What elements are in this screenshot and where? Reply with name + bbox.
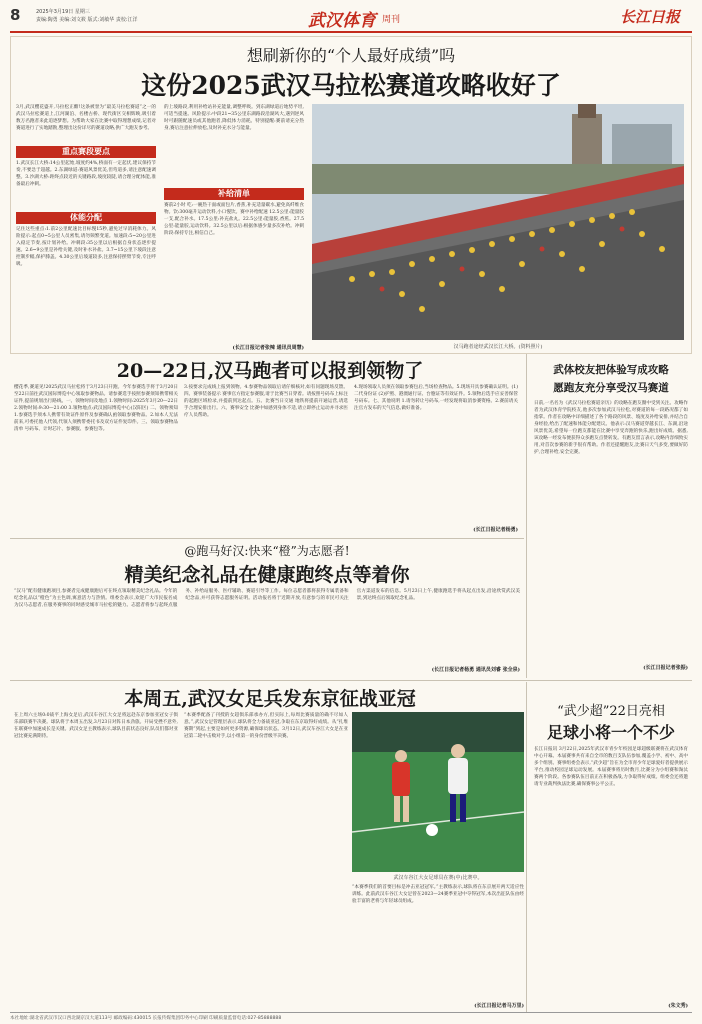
- box1-title: 重点赛段要点: [16, 146, 156, 158]
- sec3-kicker: @跑马好汉:快来“橙”为志愿者!: [184, 544, 350, 558]
- sec2-title: 20—22日,汉马跑者可以报到领物了: [116, 360, 424, 382]
- sec2-col1: 樱花季,赛道见!2025武汉马拉松将于3月23日开跑。今年参赛选手将于3月20日至22日前往武汉国际博览中心领取参赛物品。请参赛选手按照参赛须知携带相关证件,提前规划出行路线。一、领物时间及地点 1.领物时间:2025年3月20—22日 2.领物时间:9:30—21:00 3.领物地点:武汉国际博览中心(汉阳区) 二、领物须知 1.参赛选手须本人携带有效证件原件及参赛确认函领取参赛物品。2.如本人无法前来,可委托他人代领,代领人须携带委托书及双方证件复印件。三、领取参赛物品清单 号码布、计时芯片、参赛服、参赛包等。: [14, 385, 178, 432]
- side-divider: [526, 354, 527, 678]
- sec3-body: “汉马”配有健康跑项目,参赛者完成健康跑后可在终点领取精美纪念礼品。今年的纪念礼品以“橙色”为主色调,寓意活力与热情。组委会表示,欢迎广大市民报名成为汉马志愿者,在服务赛事的同时感受城市马拉松的魅力。志愿者将参与起终点服务、补给站服务、医疗辅助、赛道引导等工作。每位志愿者都将获得专属装备和纪念品,并可获得志愿服务证明。活动报名将于近期开放,有意参与的市民可关注官方渠道发布的信息。5月23日上午,健康跑选手将从起点出发,沿途欣赏武汉美景,到达终点后领取纪念礼品。: [14, 589, 520, 608]
- paper-logo: 长江日报: [620, 8, 681, 26]
- footer-text: 本社地址:湖北省武汉市汉口西北湖京汉大道113号 邮政编码:430015 长报传媒集团印务中心印刷 印刷质量监督电话:027-85888888: [10, 1016, 282, 1021]
- sec4-col2: “本赛季配备了刊授的女超俱乐部承办方,但实际上,每周比赛质量的确不尽如人意。”,武汉女足管理层表示,球队将全力备战亚冠,争取在东京取得好成绩。从“扎堆赛期”到起,主要是如何更多资源,确保球员状态。3月12日,武汉车谷江大女足在亚冠第二轮中击败对手,以小组第一的身份晋级半决赛。: [184, 713, 348, 739]
- side1-title: 武体校友把体验写成攻略: [553, 364, 669, 376]
- side1-title2: 愿跑友充分享受汉马赛道: [553, 382, 669, 394]
- lead-intro: 3月,武汉樱花盛开,马拉松正酣!这条被誉为“最美马拉松赛道”之一的武汉马拉松赛道上,江河湖泊、名楼古桥、现代街区交相辉映,吸引着数万名跑者来此追逐梦想。为帮助大家在比赛中取得理想成绩,记者对赛道进行了实地踏勘,整理出这份详尽的赛道攻略,供广大跑友参考。: [16, 105, 156, 131]
- sec4-col1: 在上周六主场0:0战平上海女足后,武汉车谷江大女足将远赴东京参加亚冠女子俱乐部联赛半决赛。球队将于本周五出发,3月23日对阵日本劲旅。开局受挫不意外,在联赛中加速成长是关键。武汉女足主教练表示,球队目前状态良好,队员们都对亚冠比赛充满期待。: [14, 713, 178, 739]
- sec3-title: 精美纪念礼品在健康跑终点等着你: [124, 564, 410, 586]
- lead-col2-text: 的上坡路段,利用补给站补充能量,调整呼吸。到东湖绿道后地势平坦,可适当提速。风险提示:中段21~35公里东湖路段沿湖风大,遇到逆风时可跟随配速员或其他跑者,降低体力消耗。特别提醒:赛前请充分热身,赛后注意拉伸放松,及时补充水分与能量。: [164, 105, 304, 131]
- sec4-rule: [10, 680, 692, 681]
- sec5-title: 足球小将一个不少: [546, 723, 675, 742]
- lead-photo-caption: 汉马跑者途经武汉长江大桥。(资料照片): [453, 344, 543, 350]
- section-suffix: 周刊: [382, 15, 401, 25]
- sec5-body: 长江日报讯 3月22日,2025年武汉市青少年校园足球超级联赛将在武汉体育中心开幕。本届赛事共有来自全市的数百支队伍参加,覆盖小学、初中、高中多个组别。赛事组委会表示,“武少超”旨在为全市青少年足球爱好者提供展示平台,推动校园足球运动发展。本届赛事将历时数月,比赛分为小组赛和淘汰赛两个阶段。各参赛队伍目前正在积极备战,力争取得好成绩。组委会还将邀请专业裁判执法比赛,确保赛事公平公正。: [534, 747, 688, 787]
- date-line: 2025年3月19日 星期三: [36, 9, 90, 15]
- side1-body: 日前,一名名为《武汉马拉松赛道亲历》的攻略在跑友圈中受到关注。攻略作者为武汉体育学院校友,他多次参加武汉马拉松,对赛道的每一段路况都了如指掌。作者在攻略中详细描述了各个路段的风景、坡度及补给安排,并结合自身经验,给出了配速和体能分配建议。他表示:汉马赛道穿越长江、东湖,沿途风景优美,希望每一位跑友都能在比赛中享受奔跑的快乐,跑出好成绩。据悉,该攻略一经发布便获得众多跑友点赞转发。有跑友留言表示,攻略内容细致实用,对首次参赛的新手很有帮助。作者还提醒跑友,比赛日天气多变,要做好防护,合理补给,安全完赛。: [534, 401, 688, 455]
- lead-credit: (长江日报记者张辣 通讯员周慧): [232, 345, 304, 351]
- sec3-rule: [10, 538, 524, 539]
- header-rule: [10, 31, 692, 33]
- lead-title: 这份2025武汉马拉松赛道攻略收好了: [141, 71, 561, 100]
- sec2-col3: 4.现场领取人员须在领取参赛包后,当场检查物品。5.现场开具参赛确认证明。(1)二代身份证 (2)护照、港澳通行证、台胞证等有效证件。5.领物后选手应妥善保管号码布。七、其他说明 1.请勿转让号码布,一经发现将取消参赛资格。2.赛前请关注官方发布的天气信息,做好准备。: [354, 385, 518, 411]
- section-title: 武汉体育: [308, 11, 376, 31]
- sec5-divider: [526, 682, 527, 1012]
- soccer-photo: [352, 712, 524, 872]
- marathon-bridge-photo: [312, 104, 684, 340]
- box3-text: 赛前2小时 吃:一碗热干面或面包片,香蕉,补充适量碳水,避免高纤维食物。饮:300毫升运动饮料,小口慢饮。赛中补给配速 12.5公里:能量胶一支,配合补水。17.5公里:补充盐丸。22.5公里:能量胶,香蕉。27.5公里:能量胶,运动饮料。32.5公里以后:根据体感少量多次补给。冲刺阶段:保持专注,相信自己。: [164, 203, 304, 236]
- box1-text: 1.武汉长江大桥:14公里起始,坡度约4%,桥面有一定起伏,建议保持节奏,不要急于超越。2.东湖绿道:赛道风景优美,但弯道多,请注意配速调整。3.沙湖大桥:距终点较近的关键路段,坡度较陡,请合理分配体能,准备最后冲刺。: [16, 161, 156, 187]
- side1-credit: (长江日报记者张振): [643, 665, 688, 671]
- sec4-col3: “本赛季我们的首要目标是冲击亚冠冠军。”主教练表示,球队将在东京展开两天适应性训练。此前武汉车谷江大女足曾在2023—24赛季亚冠中夺得冠军,本次出征队伍由经验丰富的老将与年轻球员组成。: [352, 885, 524, 904]
- sec5-kicker: “武少超”22日亮相: [557, 704, 665, 719]
- sec5-credit: (朱文秀): [668, 1003, 688, 1009]
- box3-title: 补给清单: [164, 188, 304, 200]
- page-header: [10, 6, 692, 30]
- sec4-credit: (长江日报记者马万里): [474, 1003, 524, 1009]
- sec2-credit: (长江日报记者杨勇): [473, 527, 518, 533]
- sec3-credit: (长江日报记者杨勇 通讯员刘睿 张全泉): [431, 667, 520, 673]
- box2-text: 记住这些重点:1.前2公里配速比目标慢15秒,避免过早消耗体力。风险提示:起点0~5公里人员密集,请勿频繁变道。加速段:5~20公里进入稳定节奏,按计划补给。冲刺段:35公里以后根据自身状态逐步提速。2.6~9公里是补给关键,及时补水补盐。3.7~15公里下坡段注意控制步幅,保护膝盖。4.30公里后坡道较多,注意保持摆臂节奏,专注呼吸。: [16, 227, 156, 267]
- editor-line: 责编:陶勇 美编:刘文筱 版式:刘敏华 责校:江洋: [36, 17, 138, 23]
- sec2-col2: 3.按要求完成线上报到领物。4.参赛物品领取后请仔细核对,如有问题现场反馈。四、赛事装备提示 赛事官方指定参赛服,请于比赛当日穿着。请按照号码布上标注的起跑区域检录,并提前到达起点。五、比赛当日交通 地铁将提前开通运营,请选手合理安排出行。六、赛事安全 比赛中如感到身体不适,请立即停止运动并寻求医疗人员帮助。: [184, 385, 348, 418]
- sec4-photo-caption: 武汉车谷江大女足球员在赛(中)比赛中。: [393, 875, 483, 881]
- page-number: 8: [10, 6, 21, 24]
- footer-rule: [10, 1012, 692, 1013]
- box2-title: 体能分配: [16, 212, 156, 224]
- lead-kicker: 想刷新你的“个人最好成绩”吗: [246, 46, 456, 65]
- sec4-title: 本周五,武汉女足兵发东京征战亚冠: [124, 688, 416, 710]
